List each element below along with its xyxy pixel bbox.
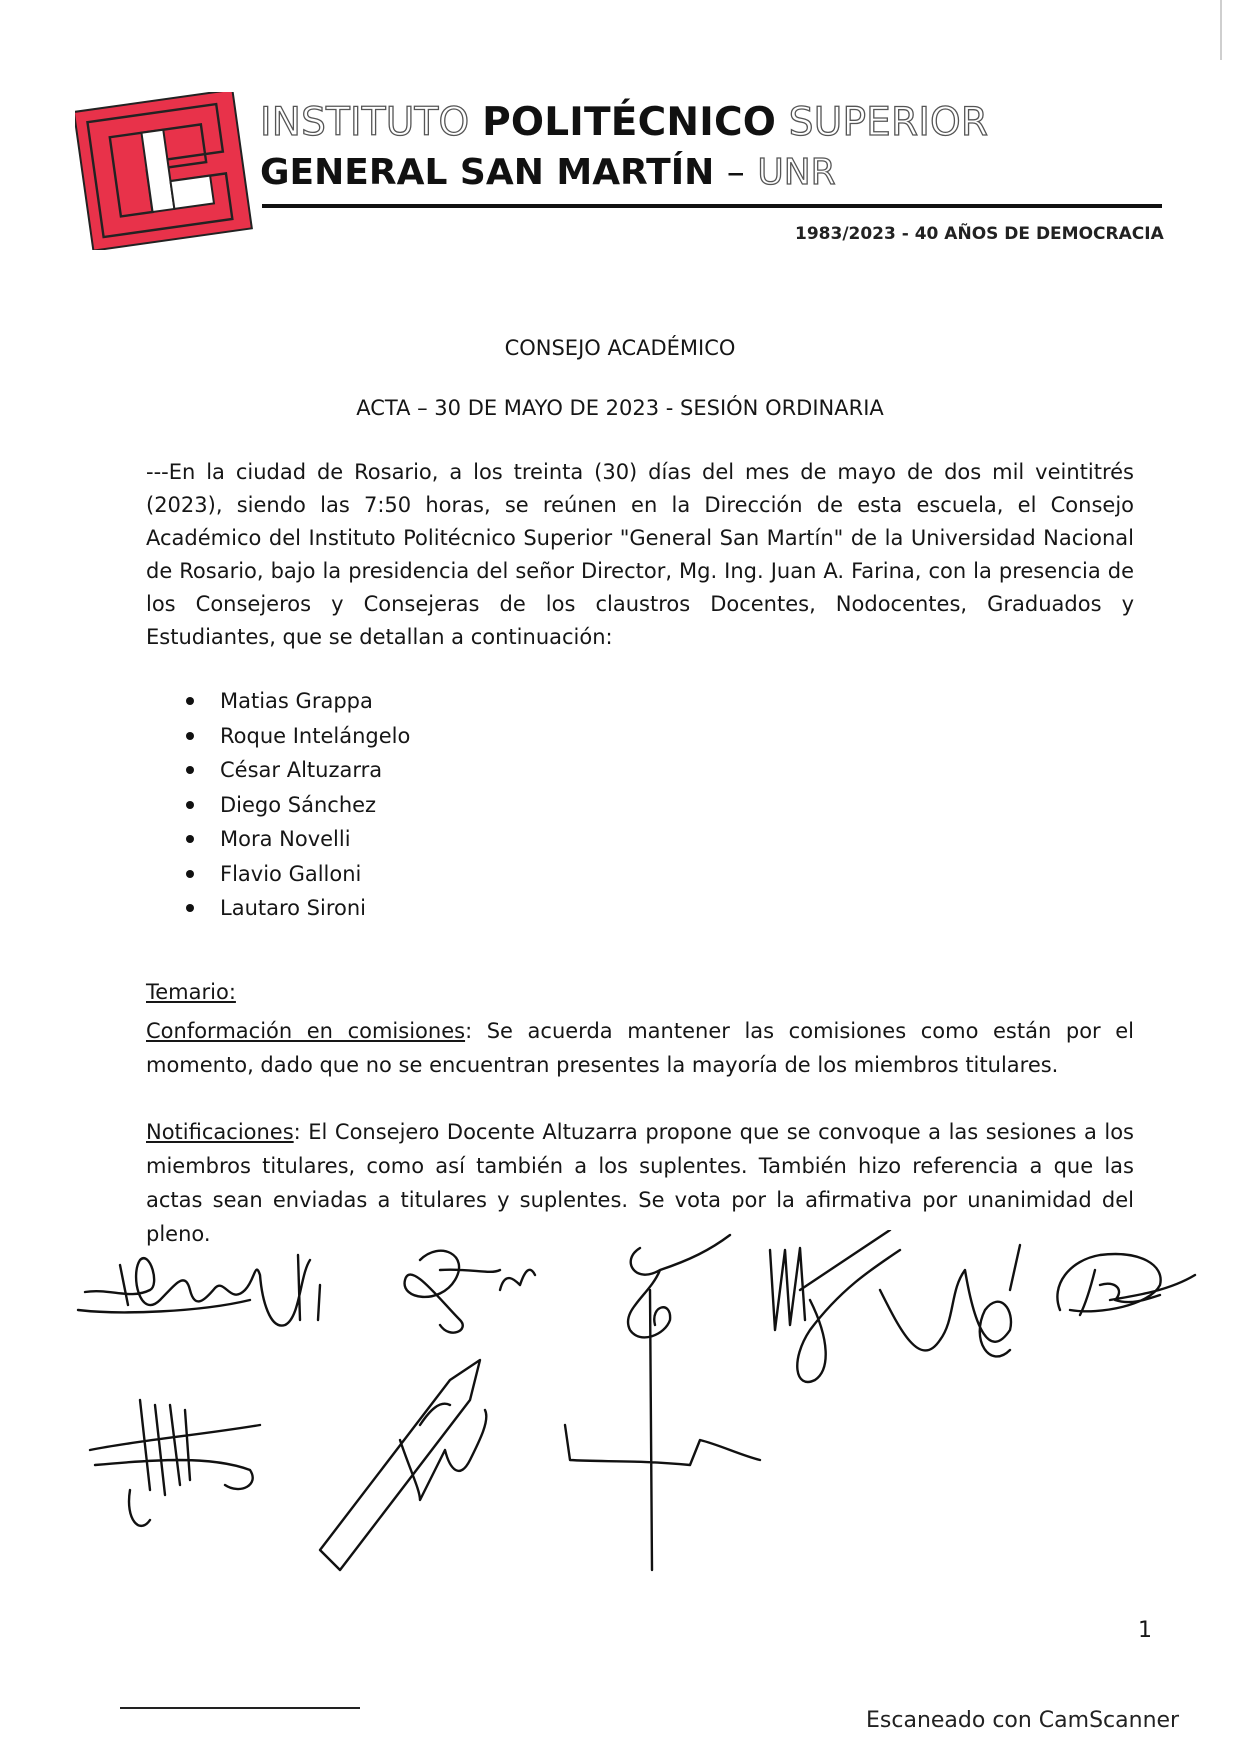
list-item: Matias Grappa: [186, 684, 410, 719]
page-number: 1: [1138, 1618, 1152, 1643]
institution-name-line2: [260, 152, 836, 193]
list-item: Roque Intelángelo: [186, 719, 410, 754]
institution-bold-word: POLITÉCNICO: [482, 100, 777, 145]
intro-paragraph: ---En la ciudad de Rosario, a los treinta (30) días del mes de mayo de dos mil veintitrés (2023), siendo las 7:50 horas, se reúnen en la Dirección de esta escuela, el Consejo Académico del Instituto Politécnico Superior "General San Martín" de la Universidad Nacional de Rosario, bajo la presidencia del señor Director, Mg. Ing. Juan A. Farina, con la presencia de los Consejeros y Consejeras de los claustros Docentes, Nodocentes, Graduados y Estudiantes, que se detallan a continuación:: [146, 460, 1134, 649]
list-item: César Altuzarra: [186, 753, 410, 788]
signatures-area: [0, 1230, 1240, 1590]
agenda-item-heading: Conformación en comisiones: [146, 1019, 466, 1043]
temario-heading: Temario:: [146, 980, 236, 1004]
institution-name-line1: [260, 100, 988, 145]
institution-dash: –: [726, 152, 745, 193]
institute-logo: [75, 92, 253, 250]
list-item: Diego Sánchez: [186, 788, 410, 823]
signature-1: [78, 1255, 320, 1326]
list-item: Flavio Galloni: [186, 857, 410, 892]
agenda-item-text: : El Consejero Docente Altuzarra propone que se convoque a las sesiones a los miembros titulares, como así también a los suplentes. También hizo referencia a que las actas sean enviadas a titulares y suplentes. Se vota por la afirmativa por unanimidad del pleno.: [146, 1120, 1134, 1246]
list-item: Mora Novelli: [186, 822, 410, 857]
signature-5: [1057, 1254, 1195, 1315]
header-motto: 1983/2023 - 40 AÑOS DE DEMOCRACIA: [795, 224, 1164, 244]
signature-7: [320, 1360, 486, 1570]
scanner-watermark: Escaneado con CamScanner: [866, 1708, 1180, 1733]
agenda-item-text: : Se acuerda mantener las comisiones como están por el momento, dado que no se encuentran presentes la mayoría de los miembros titulares.: [146, 1019, 1135, 1077]
agenda-item-heading: Notificaciones: [146, 1120, 294, 1144]
signature-2: [405, 1251, 535, 1333]
document-subtitle: ACTA – 30 DE MAYO DE 2023 - SESIÓN ORDINARIA: [356, 396, 884, 420]
signature-4: [770, 1230, 1020, 1382]
institution-outline-word-2: SUPERIOR: [788, 100, 989, 145]
institution-outline-word: INSTITUTO: [260, 100, 470, 145]
list-item: Lautaro Sironi: [186, 891, 410, 926]
bottom-rule: [120, 1707, 360, 1709]
document-title: CONSEJO ACADÉMICO: [504, 336, 736, 360]
institution-school-name: GENERAL SAN MARTÍN: [260, 152, 715, 193]
scan-edge: [1220, 0, 1222, 60]
institution-university: UNR: [757, 152, 836, 193]
agenda-item-comisiones: [146, 1014, 1134, 1082]
attendee-list: [186, 684, 410, 926]
header-rule: [262, 204, 1162, 208]
signature-6: [90, 1400, 260, 1526]
signature-3: [628, 1235, 730, 1337]
